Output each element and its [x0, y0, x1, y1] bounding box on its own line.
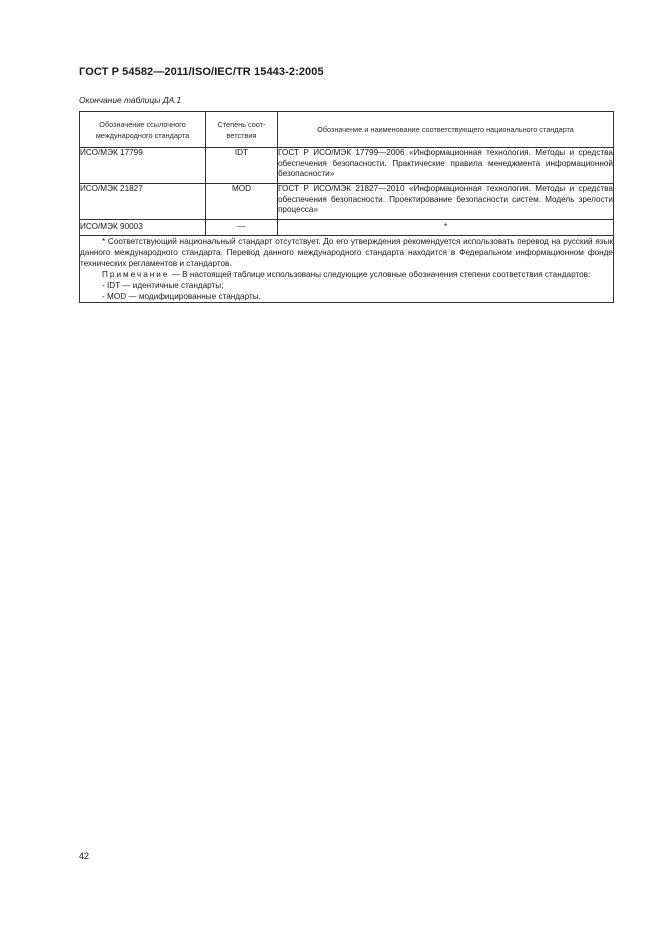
cell-national: *	[278, 220, 614, 236]
table-header-row	[80, 112, 614, 148]
note-list-item: - MOD — модифицированные стандарты.	[102, 291, 261, 301]
cell-national: ГОСТ Р ИСО/МЭК 21827—2010 «Информационная технология. Методы и средства обеспечения безопасности. Проектирование безопасности систем. Модель зрелости процесса»	[278, 184, 614, 220]
standards-table	[79, 111, 614, 303]
cell-national: ГОСТ Р ИСО/МЭК 17799—2006 «Информационная технология. Методы и средства обеспечения безопасности. Практические правила менеджмента информационной безопасности»	[278, 148, 614, 184]
cell-standard: ИСО/МЭК 21827	[80, 184, 206, 220]
table-notes	[80, 235, 614, 302]
cell-standard: ИСО/МЭК 90003	[80, 220, 206, 236]
cell-degree: MOD	[206, 184, 278, 220]
page-number: 42	[79, 851, 90, 861]
cell-standard: ИСО/МЭК 17799	[80, 148, 206, 184]
document-header: ГОСТ Р 54582—2011/ISO/IEC/TR 15443-2:2005	[79, 66, 324, 78]
column-header-national: Обозначение и наименование соответствующего национального стандарта	[278, 112, 614, 148]
note-paragraph	[80, 269, 613, 280]
table-row	[80, 184, 614, 220]
table-row	[80, 148, 614, 184]
note-text: — В настоящей таблице использованы следующие условные обозначения степени соответствия стандартов:	[169, 269, 591, 279]
table-caption: Окончание таблицы ДА.1	[79, 95, 182, 105]
note-label: Примечание	[102, 269, 170, 279]
column-header-degree: Степень соот-ветствия	[206, 112, 278, 148]
cell-degree: IDT	[206, 148, 278, 184]
footnote-text: * Соответствующий национальный стандарт отсутствует. До его утверждения рекомендуется использовать перевод на русский язык данного международного стандарта. Перевод данного международного стандарта находится в Федеральном информационном фонде технических регламентов и стандартов.	[80, 236, 613, 268]
column-header-standard: Обозначение ссылочного международного стандарта	[80, 112, 206, 148]
table-notes-row	[80, 235, 614, 302]
table-row	[80, 220, 614, 236]
cell-degree: —	[206, 220, 278, 236]
note-list-item: - IDT — идентичные стандарты;	[102, 280, 224, 290]
